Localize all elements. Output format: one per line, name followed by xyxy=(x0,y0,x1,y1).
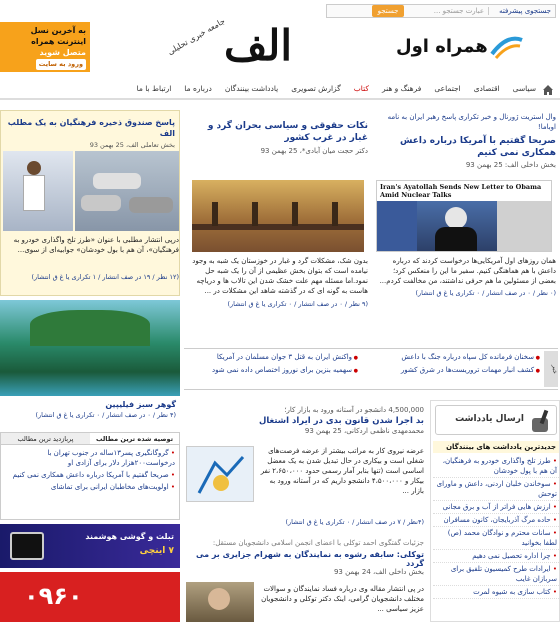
bottom-footer[interactable]: (۴نظر / ۷ در صف انتشار / ۰ تکراری یا غ ق انتشار) xyxy=(285,518,424,526)
home-icon[interactable] xyxy=(542,84,554,96)
bottom-title[interactable]: بد اجرا شدن قانون بدی در ایراد اشتغال xyxy=(258,416,424,426)
second-meta: دکتر حجت میان آبادی*، 25 بهمن 93 xyxy=(260,147,368,155)
nav-item[interactable]: اجتماعی xyxy=(434,84,461,93)
right-list-item[interactable]: • سانات محترم و نوادگان محمد (ص) لطفا بخوانید xyxy=(433,527,559,550)
ad-tablet-line1: تبلت و گوشی هوشمند xyxy=(85,532,174,541)
news2-body: در پی انتشار مقاله وی درباره فساد نمایندگان و سوالات مختلف دانشجویان گرامی، اینک دکتر توکلی و دانشجویان عزیز سیاسی ... xyxy=(261,585,424,613)
nav-item[interactable]: درباره ما xyxy=(184,84,212,93)
nav-items xyxy=(137,84,536,93)
left-top-image-2[interactable] xyxy=(75,151,179,231)
left-list-item[interactable]: • گروگانگیری پسر۱۳ساله در جنوب تهران با درخواست۲۰۰هزار دلار برای آزادی او xyxy=(47,449,175,467)
second-body xyxy=(190,256,368,308)
right-list-item[interactable]: • کتاب سازی به شیوه لمرت xyxy=(433,586,559,599)
hamrah-text: همراه اول xyxy=(396,36,488,57)
ad-tablet-line2: ۷ اینچی xyxy=(139,546,174,556)
lead-body xyxy=(374,256,556,297)
nav-item[interactable]: اقتصادی xyxy=(473,84,500,93)
search-input[interactable]: عبارت جستجو ... xyxy=(331,7,489,15)
left-top-footer[interactable]: (۱۲ نظر / ۱۹ در صف انتشار / ۱ تکراری یا غ ق انتشار) xyxy=(31,273,179,281)
ad-bottom[interactable] xyxy=(0,572,180,622)
mid-bullet-item[interactable]: ● سخنان فرمانده کل سپاه درباره جنگ با داعش xyxy=(401,353,540,361)
second-title[interactable]: نکات حقوقی و سیاسی بحران گرد و غبار در غرب کشور xyxy=(207,121,368,143)
left-list-item[interactable]: • صریحا گفتیم با آمریکا درباره داعش همکاری نمی کنیم xyxy=(12,471,175,479)
mid-bullets xyxy=(184,348,558,390)
lead-footer[interactable]: (۰ نظر / ۰ در صف انتشار / ۰ تکراری یا غ ق انتشار) xyxy=(415,289,556,297)
cartoon-icon xyxy=(195,453,247,497)
nav-item[interactable]: ارتباط با ما xyxy=(136,84,172,93)
lead-image-caption: Iran's Ayatollah Sends New Letter to Obama Amid Nuclear Talks xyxy=(380,183,542,199)
bottom-news2 xyxy=(184,538,424,576)
hamrah-logo[interactable] xyxy=(390,30,530,66)
left-list-item[interactable]: • اولویت‌های مخاطبان ایرانی برای تماشای xyxy=(50,483,175,491)
send-note-header[interactable] xyxy=(435,405,557,435)
bottom-count: 4,500,000 دانشجو در آستانه ورود به بازار کار؛ xyxy=(284,406,424,414)
lead-body-text: همان روزهای اول آمریکایی‌ها درخواست کردند که درباره داعش با هم هماهنگی کنیم. سفیر ما این را منعکس کرد؛ بعضی از مسئولین ما هم حرفی نداشتند، من مخالفت کردم... xyxy=(379,257,556,285)
right-col xyxy=(430,400,560,622)
left-top-title[interactable]: پاسخ صندوق ذخیره فرهنگیان به یک مطلب الف xyxy=(7,118,175,138)
right-list-item[interactable]: • سوخاندن خلبان اردنی، داعش و ماورای توحش xyxy=(433,478,559,501)
nav-item[interactable]: فرهنگ و هنر xyxy=(381,84,422,93)
second-image[interactable] xyxy=(192,180,364,252)
top-bar xyxy=(0,0,560,22)
left-mid-title[interactable]: گوهر سبز فیلیپین xyxy=(105,400,176,409)
logo-text: الف xyxy=(224,21,292,70)
left-featured-panel xyxy=(0,110,180,296)
nav-item[interactable]: کتاب xyxy=(353,84,369,93)
left-top-meta: بخش تعاملی الف، 25 بهمن 93 xyxy=(89,141,175,149)
nav-item[interactable]: سیاسی xyxy=(512,84,536,93)
advanced-search-link[interactable]: جستجوی پیشرفته xyxy=(499,7,551,15)
right-list-item[interactable]: • طرز تلخ واگذاری خودرو به فرهنگیان، آن هم با پول خودشان xyxy=(433,455,559,478)
right-list-item[interactable]: • حاده مرگ آذربایجان، کانون مسافران xyxy=(433,514,559,527)
lead-photo-side xyxy=(377,201,417,252)
news2-image[interactable] xyxy=(186,582,254,622)
right-list-item[interactable]: • چرا اداره تحصیل نمی دهیم xyxy=(433,550,559,563)
lead-photo xyxy=(417,201,497,252)
lead-kicker: وال استریت ژورنال و خبر تکراری پاسخ رهبر ایران به نامه اوباما! xyxy=(387,113,556,131)
bottom-body: عرضه نیروی کار به مراتب بیشتر از عرضه فرصت‌های شغلی است و بیکاری در حال تبدیل شدن به یک معضل اساسی است (تنها بنابر آمار رسمی حدود ۲،۶۵۰،۰۰۰ نفر بیکار و ۴،۵۰۰،۰۰۰ دانشجو داریم که در آستانه ورود به بازار ... xyxy=(260,447,424,495)
ad-tablet[interactable] xyxy=(0,524,180,568)
ad-bottom-text: ۰۹۶۰ xyxy=(24,582,83,610)
hamrah-swoosh-icon xyxy=(490,32,524,62)
ad-line: ورود به سایت xyxy=(36,59,86,70)
search-button[interactable]: جستجو xyxy=(372,5,404,17)
lead-title[interactable]: صریحا گفتیم با آمریکا درباره داعش همکاری نمی کنیم xyxy=(400,136,556,158)
second-story xyxy=(190,120,368,155)
left-mid-text xyxy=(0,400,180,421)
news2-title[interactable]: توکلی: سابقه رشوه به نمایندگان به شهرام جزایری بر می گردد xyxy=(195,550,424,568)
logo-tagline: جامعه خبری تحلیلی xyxy=(166,16,227,57)
lead-photo-side2 xyxy=(497,201,552,252)
left-mid-footer[interactable]: (۴ نظر / ۰ در صف انتشار / ۰ تکراری یا غ ق انتشار) xyxy=(35,411,176,419)
hand-pen-icon xyxy=(528,408,554,434)
tab-most-viewed[interactable]: پربازدید ترین مطالب xyxy=(1,433,90,444)
bottom-meta: محمدمهدی ناظمی اردکانی، 25 بهمن 93 xyxy=(304,427,424,435)
lead-story xyxy=(374,112,556,169)
second-body-text: بدون شک، مشکلات گرد و غبار در خوزستان یک شبه به وجود نیامده است که بتوان بخش عظیمی از آن را یک شبه حل نمود.اما مسئله مهم علت خشک شدن این تالاب ها و دریاچه هاست به گونه ای که در گذشته شاهد این مشکلات در ... xyxy=(192,257,368,295)
ad-line: اینترنت همراه xyxy=(31,37,86,46)
lead-image[interactable] xyxy=(376,180,552,252)
right-list-item[interactable]: • ارزش هایی فراتر از آب و برق مجانی xyxy=(433,501,559,514)
ad-banner-internet[interactable] xyxy=(0,22,90,72)
bottom-image[interactable] xyxy=(186,446,254,502)
lead-meta: بخش داخلی الف: 25 بهمن 93 xyxy=(465,161,556,169)
send-note-label: ارسال یادداشت xyxy=(455,414,524,424)
nav-item[interactable]: یادداشت بینندگان xyxy=(224,84,279,93)
mid-bullet-item[interactable]: ● سهمیه بنزین برای نوروز اختصاص داده نمی شود xyxy=(212,366,358,374)
ad-line: متصل شوید xyxy=(39,48,86,57)
side-tab: خبر xyxy=(544,351,558,387)
site-logo[interactable] xyxy=(160,16,300,76)
mid-bullet-item[interactable]: ● کشف انبار مهمات تروریست‌ها در شرق کشور xyxy=(400,366,540,374)
left-top-body: درپی انتشار مطلبی با عنوان «طرز تلخ واگذاری خودرو به فرهنگیان»، آن هم با بول خودشان» جوابیه‌ای از سوی... xyxy=(13,236,179,254)
right-subheader: جدیدترین یادداشت های بینندگان xyxy=(433,441,559,453)
right-list-item[interactable]: • ایرادات طرح کمیسیون تلفیق برای سربازان غایب xyxy=(433,563,559,586)
nav-item[interactable]: گزارش تصویری xyxy=(291,84,341,93)
search-bar xyxy=(326,4,556,18)
main-nav xyxy=(0,80,560,100)
left-top-image-1[interactable] xyxy=(3,151,73,231)
bottom-mid xyxy=(184,406,424,435)
news2-meta: بخش داخلی الف، 24 بهمن 93 xyxy=(333,568,424,576)
mid-bullet-item[interactable]: ● واکنش ایران به قتل ۳ جوان مسلمان در آمریکا xyxy=(216,353,358,361)
left-mid-image[interactable] xyxy=(0,300,180,396)
tab-recommended[interactable]: توصیه شده ترین مطالب xyxy=(90,433,179,444)
ad-line: به آخرین نسل xyxy=(30,26,86,35)
news2-kicker: جزئیات گفتگوی احمد توکلی با اعضای انجمن اسلامی دانشجویان مستقل: xyxy=(212,539,424,547)
second-footer[interactable]: (۹ نظر / ۰ در صف انتشار / ۰ تکراری یا غ ق انتشار) xyxy=(227,300,368,308)
left-lists xyxy=(0,432,180,520)
